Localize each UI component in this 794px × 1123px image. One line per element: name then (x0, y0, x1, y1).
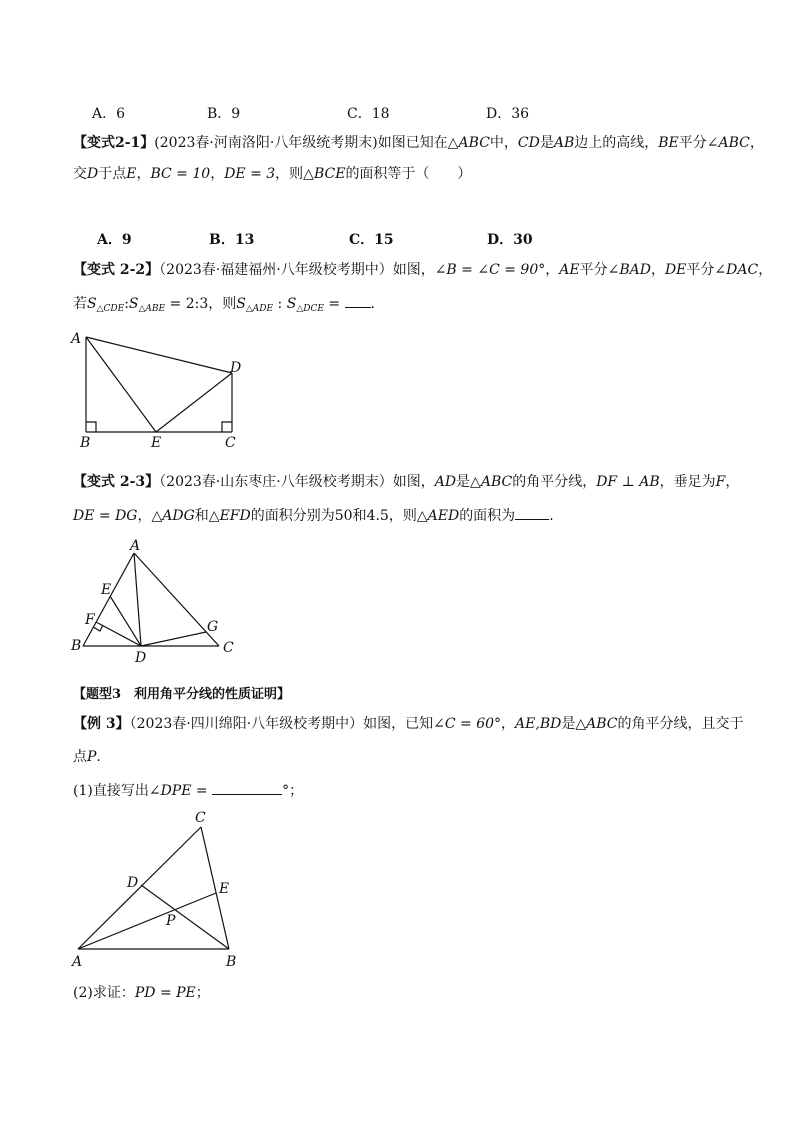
ex3-tag: 【例 3】 (73, 716, 130, 732)
label-a: A (130, 538, 141, 554)
v23-tag: 【变式 2-3】 (73, 474, 160, 490)
label-b: B (80, 435, 91, 451)
segment-ae (78, 893, 216, 949)
label-a: A (72, 954, 83, 970)
ex3-q1: (1)直接写出∠DPE = °； (73, 780, 303, 801)
segment-df (96, 622, 141, 646)
v22-tag: 【变式 2-2】 (73, 262, 160, 278)
option-a: A．6 (92, 106, 126, 122)
answer-blank (345, 293, 371, 308)
section-title: 【题型3 利用角平分线的性质证明】 (73, 687, 291, 702)
segment-ac (78, 827, 201, 949)
v21-line1: 【变式2-1】(2023春·河南洛阳·八年级统考期末)如图已知在△ABC中，CD是AB边上的高线，BE平分∠ABC， (73, 135, 764, 151)
option-c: C．18 (347, 106, 390, 122)
ex3-q2: (2)求证：PD = PE； (73, 985, 210, 1001)
option-b: B．9 (207, 106, 241, 122)
v21-option-d: D．30 (487, 232, 533, 248)
label-b: B (226, 954, 237, 970)
segment-ae (86, 337, 156, 432)
ex3-line2: 点P. (73, 749, 101, 765)
v22-line2: 若$S_{\triangle CDE}:S_{\triangle ABE}$ = 2:3，则$S_{\triangle ADE}$ : $S_{\triangle DCE}$ = . (73, 293, 375, 319)
answer-blank (212, 780, 282, 795)
label-c: C (195, 810, 206, 826)
label-f: F (85, 612, 95, 628)
label-d: D (230, 360, 242, 376)
segment-ad (134, 553, 141, 646)
segment-dg (141, 632, 206, 646)
label-e: E (101, 582, 112, 598)
label-b: B (71, 638, 82, 654)
right-angle-b (86, 422, 96, 432)
segment-cb (201, 827, 229, 949)
segment-ab (83, 553, 134, 646)
label-d: D (127, 875, 139, 891)
segment-bd (141, 885, 229, 949)
label-p: P (166, 913, 176, 929)
label-e: E (219, 881, 230, 897)
segment-ad (86, 337, 232, 373)
label-c: C (225, 435, 236, 451)
v23-line2: DE = DG，△ADG和△EFD的面积分别为50和4.5，则△AED的面积为 . (73, 505, 554, 526)
answer-blank (515, 505, 549, 520)
v21-option-c: C．15 (349, 232, 394, 248)
v21-line2: 交D于点E，BC = 10，DE = 3，则△BCE的面积等于（ ） (73, 166, 472, 182)
option-d: D．36 (486, 106, 530, 122)
label-c: C (223, 640, 234, 656)
v21-tag: 【变式2-1】 (73, 135, 155, 151)
right-angle-c (222, 422, 232, 432)
label-a: A (71, 331, 82, 347)
right-angle-f (93, 625, 103, 631)
segment-ca (134, 553, 219, 646)
segment-de (110, 596, 141, 646)
label-d: D (135, 650, 147, 666)
segment-de (156, 373, 232, 432)
label-e: E (151, 435, 162, 451)
v21-option-a: A．9 (97, 232, 132, 248)
v21-option-b: B．13 (209, 232, 255, 248)
v22-line1: 【变式 2-2】（2023春·福建福州·八年级校考期中）如图，∠B = ∠C = 90°，AE平分∠BAD，DE平分∠DAC， (73, 262, 773, 278)
label-g: G (207, 619, 219, 635)
ex3-line1: 【例 3】（2023春·四川绵阳·八年级校考期中）如图，已知∠C = 60°，AE,BD是△ABC的角平分线，且交于 (73, 716, 744, 732)
v23-line1: 【变式 2-3】（2023春·山东枣庄·八年级校考期末）如图，AD是△ABC的角平分线，DF ⊥ AB，垂足为F， (73, 474, 740, 490)
